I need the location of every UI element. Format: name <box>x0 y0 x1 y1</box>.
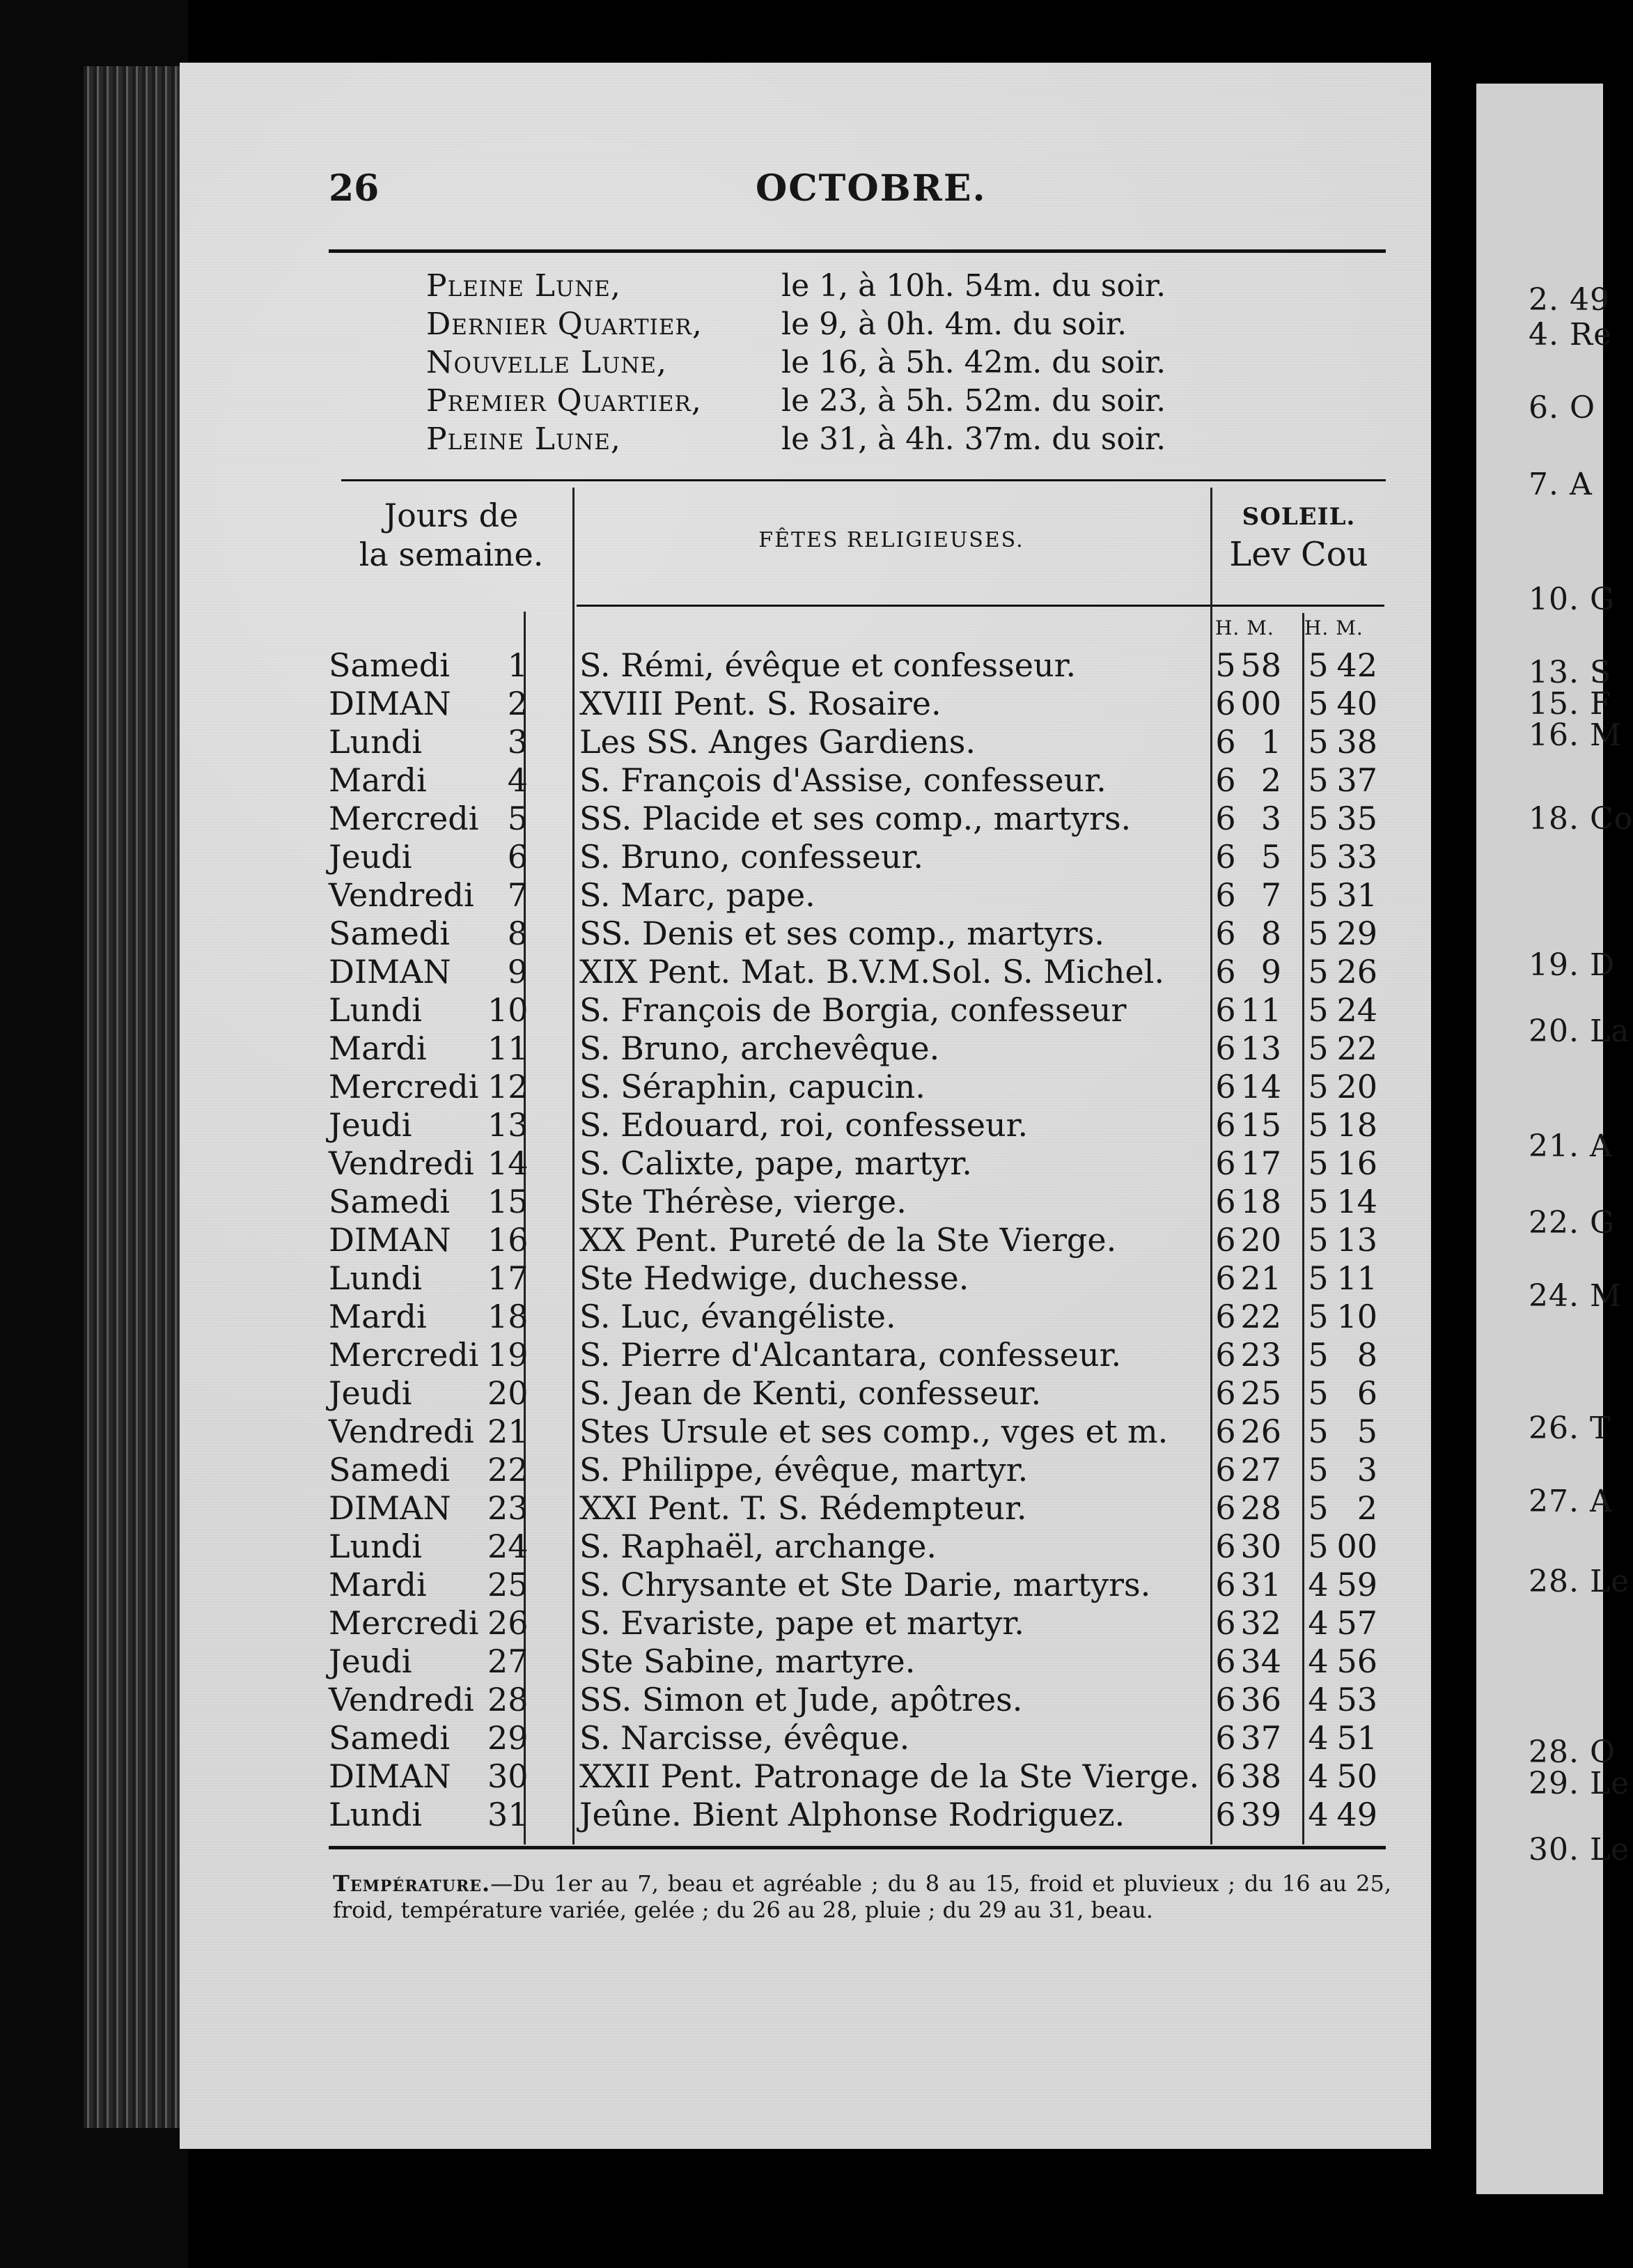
day-number: 23 <box>487 1489 529 1527</box>
sunset-minute: 14 <box>1336 1183 1377 1220</box>
sunset-minute: 22 <box>1336 1030 1377 1067</box>
header-jours <box>333 496 570 574</box>
day-name: Vendredi <box>329 1413 474 1450</box>
sunset-minute: 5 <box>1357 1413 1377 1450</box>
feast-text: Ste Sabine, martyre. <box>579 1642 916 1680</box>
feast-text: S. Calixte, pape, martyr. <box>579 1144 972 1182</box>
day-number: 30 <box>487 1757 529 1795</box>
sunrise-minute: 30 <box>1240 1528 1281 1565</box>
sunrise-hour: 6 <box>1215 1757 1236 1795</box>
feast-text: SS. Simon et Jude, apôtres. <box>579 1681 1023 1718</box>
sunrise-minute: 11 <box>1240 991 1281 1029</box>
sunrise-minute: 58 <box>1240 646 1281 684</box>
sunset-minute: 49 <box>1336 1796 1377 1833</box>
table-row <box>0 1489 1386 1528</box>
feast-text: S. Narcisse, évêque. <box>579 1719 910 1757</box>
month-title: OCTOBRE. <box>756 167 987 210</box>
feast-text: Ste Hedwige, duchesse. <box>579 1259 969 1297</box>
sunset-minute: 8 <box>1357 1336 1377 1374</box>
sunrise-minute: 21 <box>1240 1259 1281 1297</box>
facing-page-line: 21. A <box>1529 1128 1613 1164</box>
table-row <box>0 723 1386 761</box>
sunrise-hour: 6 <box>1215 1336 1236 1374</box>
day-number: 10 <box>487 991 529 1029</box>
table-row <box>0 1183 1386 1221</box>
facing-page-line: 30. Le <box>1529 1832 1630 1867</box>
feast-text: SS. Denis et ses comp., martyrs. <box>579 915 1104 952</box>
moon-phase-name: Pleine Lune, <box>426 268 621 304</box>
table-row <box>0 1374 1386 1413</box>
temperature-note <box>333 1870 1391 1923</box>
feast-text: XVIII Pent. S. Rosaire. <box>579 685 941 722</box>
sunrise-minute: 13 <box>1240 1030 1281 1067</box>
top-rule <box>329 249 1386 253</box>
day-name: Lundi <box>329 1528 422 1565</box>
day-name: Jeudi <box>329 838 412 876</box>
sunrise-minute: 2 <box>1260 761 1281 799</box>
sunrise-minute: 37 <box>1240 1719 1281 1757</box>
sunset-hour: 4 <box>1308 1757 1329 1795</box>
feast-text: Les SS. Anges Gardiens. <box>579 723 976 761</box>
day-number: 8 <box>507 915 528 952</box>
facing-page-line: 28. O <box>1529 1734 1616 1770</box>
table-row <box>0 1259 1386 1298</box>
sunrise-minute: 5 <box>1260 838 1281 876</box>
table-row <box>0 953 1386 991</box>
feast-text: Stes Ursule et ses comp., vges et m. <box>579 1413 1169 1450</box>
sunset-minute: 57 <box>1336 1604 1377 1642</box>
table-row <box>0 1106 1386 1144</box>
day-number: 22 <box>487 1451 529 1489</box>
sunrise-hour: 5 <box>1215 646 1236 684</box>
sunset-hour: 5 <box>1308 1106 1329 1144</box>
facing-page <box>1476 84 1633 2194</box>
day-name: Lundi <box>329 723 422 761</box>
sunset-minute: 00 <box>1336 1528 1377 1565</box>
day-number: 7 <box>507 876 528 914</box>
day-name: DIMAN <box>329 953 451 991</box>
day-name: DIMAN <box>329 685 451 722</box>
day-name: Vendredi <box>329 1144 474 1182</box>
sunrise-hour: 6 <box>1215 723 1236 761</box>
day-number: 5 <box>507 800 528 837</box>
moon-phase-detail: le 31, à 4h. 37m. du soir. <box>781 421 1166 457</box>
facing-page-line: 7. A <box>1529 467 1593 502</box>
table-row <box>0 1528 1386 1566</box>
facing-page-line: 27. A <box>1529 1484 1613 1519</box>
sunset-hour: 4 <box>1308 1719 1329 1757</box>
day-number: 29 <box>487 1719 529 1757</box>
table-row <box>0 1719 1386 1757</box>
table-row <box>0 1221 1386 1259</box>
table-row <box>0 1642 1386 1681</box>
facing-page-line: 22. G <box>1529 1205 1616 1241</box>
day-name: Mercredi <box>329 1336 479 1374</box>
day-number: 24 <box>487 1528 529 1565</box>
moon-phase-name: Nouvelle Lune, <box>426 345 667 380</box>
day-name: Mercredi <box>329 1604 479 1642</box>
sunrise-hour: 6 <box>1215 1528 1236 1565</box>
facing-page-line: 2. 49 <box>1529 282 1610 318</box>
hm-cou: H. M. <box>1304 616 1364 639</box>
sunrise-hour: 6 <box>1215 1413 1236 1450</box>
table-row <box>0 838 1386 876</box>
sunrise-hour: 6 <box>1215 761 1236 799</box>
sunrise-hour: 6 <box>1215 1106 1236 1144</box>
day-number: 17 <box>487 1259 529 1297</box>
sunrise-minute: 9 <box>1260 953 1281 991</box>
sunset-hour: 4 <box>1308 1642 1329 1680</box>
sunrise-hour: 6 <box>1215 876 1236 914</box>
moon-phase-detail: le 16, à 5h. 42m. du soir. <box>781 345 1166 380</box>
day-name: Samedi <box>329 1451 450 1489</box>
sunrise-minute: 26 <box>1240 1413 1281 1450</box>
table-row <box>0 646 1386 685</box>
table-row <box>0 876 1386 915</box>
hm-lev: H. M. <box>1215 616 1274 639</box>
feast-text: S. François de Borgia, confesseur <box>579 991 1127 1029</box>
feast-text: Jeûne. Bient Alphonse Rodriguez. <box>579 1796 1125 1833</box>
sunset-hour: 5 <box>1308 685 1329 722</box>
feast-text: S. Pierre d'Alcantara, confesseur. <box>579 1336 1122 1374</box>
sunrise-minute: 36 <box>1240 1681 1281 1718</box>
sunset-minute: 6 <box>1357 1374 1377 1412</box>
sunset-minute: 29 <box>1336 915 1377 952</box>
facing-page-line: 24. M <box>1529 1278 1623 1314</box>
feast-text: SS. Placide et ses comp., martyrs. <box>579 800 1132 837</box>
sunset-hour: 5 <box>1308 1298 1329 1335</box>
sunrise-minute: 7 <box>1260 876 1281 914</box>
sunrise-minute: 31 <box>1240 1566 1281 1603</box>
sunrise-hour: 6 <box>1215 1259 1236 1297</box>
sunset-hour: 5 <box>1308 1528 1329 1565</box>
table-row <box>0 1451 1386 1489</box>
sunrise-minute: 28 <box>1240 1489 1281 1527</box>
facing-page-line: 13. S <box>1529 655 1612 690</box>
sunrise-hour: 6 <box>1215 1719 1236 1757</box>
sunrise-minute: 20 <box>1240 1221 1281 1259</box>
sunrise-minute: 18 <box>1240 1183 1281 1220</box>
sunrise-minute: 39 <box>1240 1796 1281 1833</box>
sunset-minute: 40 <box>1336 685 1377 722</box>
moon-phase-name: Dernier Quartier, <box>426 306 703 342</box>
sunset-hour: 5 <box>1308 991 1329 1029</box>
day-number: 11 <box>487 1030 529 1067</box>
sunrise-hour: 6 <box>1215 1489 1236 1527</box>
sunset-minute: 18 <box>1336 1106 1377 1144</box>
sunrise-hour: 6 <box>1215 991 1236 1029</box>
table-row <box>0 1068 1386 1106</box>
sunset-hour: 5 <box>1308 1221 1329 1259</box>
temperature-label: Température. <box>333 1870 491 1897</box>
sunset-minute: 56 <box>1336 1642 1377 1680</box>
phases-rule <box>341 479 1386 481</box>
sunset-hour: 4 <box>1308 1796 1329 1833</box>
sunrise-minute: 38 <box>1240 1757 1281 1795</box>
day-number: 16 <box>487 1221 529 1259</box>
sunset-minute: 13 <box>1336 1221 1377 1259</box>
facing-page-line: 28. Le <box>1529 1564 1630 1599</box>
sunset-minute: 50 <box>1336 1757 1377 1795</box>
sunrise-minute: 8 <box>1260 915 1281 952</box>
sunrise-hour: 6 <box>1215 1221 1236 1259</box>
table-row <box>0 1796 1386 1834</box>
sunset-minute: 3 <box>1357 1451 1377 1489</box>
feast-text: S. François d'Assise, confesseur. <box>579 761 1107 799</box>
feast-text: XIX Pent. Mat. B.V.M.Sol. S. Michel. <box>579 953 1164 991</box>
moon-phase-detail: le 9, à 0h. 4m. du soir. <box>781 306 1127 342</box>
day-number: 31 <box>487 1796 529 1833</box>
facing-page-line: 10. G <box>1529 582 1616 617</box>
day-name: DIMAN <box>329 1757 451 1795</box>
sunset-minute: 33 <box>1336 838 1377 876</box>
sunset-hour: 5 <box>1308 1144 1329 1182</box>
sunrise-hour: 6 <box>1215 685 1236 722</box>
sunset-hour: 5 <box>1308 1336 1329 1374</box>
sunset-hour: 5 <box>1308 1413 1329 1450</box>
feast-text: S. Raphaël, archange. <box>579 1528 937 1565</box>
table-row <box>0 991 1386 1030</box>
sunrise-hour: 6 <box>1215 800 1236 837</box>
feast-text: S. Philippe, évêque, martyr. <box>579 1451 1029 1489</box>
sunrise-hour: 6 <box>1215 1642 1236 1680</box>
day-name: Jeudi <box>329 1374 412 1412</box>
table-row <box>0 685 1386 723</box>
day-name: DIMAN <box>329 1489 451 1527</box>
sunrise-hour: 6 <box>1215 1604 1236 1642</box>
sunset-hour: 4 <box>1308 1604 1329 1642</box>
header-soleil-cols: Lev Cou <box>1229 535 1368 574</box>
feast-text: S. Edouard, roi, confesseur. <box>579 1106 1029 1144</box>
sunset-minute: 26 <box>1336 953 1377 991</box>
day-name: Samedi <box>329 915 450 952</box>
day-number: 19 <box>487 1336 529 1374</box>
header-rule <box>577 605 1384 607</box>
day-name: Lundi <box>329 991 422 1029</box>
day-number: 3 <box>507 723 528 761</box>
sunset-hour: 5 <box>1308 800 1329 837</box>
day-name: Lundi <box>329 1259 422 1297</box>
sunrise-hour: 6 <box>1215 1681 1236 1718</box>
sunrise-minute: 22 <box>1240 1298 1281 1335</box>
table-row <box>0 1336 1386 1374</box>
sunrise-hour: 6 <box>1215 1566 1236 1603</box>
day-number: 4 <box>507 761 528 799</box>
sunset-minute: 35 <box>1336 800 1377 837</box>
day-number: 27 <box>487 1642 529 1680</box>
table-row <box>0 1757 1386 1796</box>
day-number: 25 <box>487 1566 529 1603</box>
feast-text: XXII Pent. Patronage de la Ste Vierge. <box>579 1757 1200 1795</box>
sunset-minute: 16 <box>1336 1144 1377 1182</box>
day-name: Jeudi <box>329 1642 412 1680</box>
sunrise-minute: 17 <box>1240 1144 1281 1182</box>
facing-page-line: 16. M <box>1529 717 1623 753</box>
sunset-hour: 5 <box>1308 915 1329 952</box>
facing-page-line: 26. T <box>1529 1411 1611 1446</box>
feast-text: S. Chrysante et Ste Darie, martyrs. <box>579 1566 1151 1603</box>
sunrise-minute: 15 <box>1240 1106 1281 1144</box>
sunset-minute: 31 <box>1336 876 1377 914</box>
feast-text: S. Bruno, confesseur. <box>579 838 924 876</box>
feast-text: S. Evariste, pape et martyr. <box>579 1604 1024 1642</box>
sunrise-hour: 6 <box>1215 953 1236 991</box>
sunset-minute: 38 <box>1336 723 1377 761</box>
table-row <box>0 1566 1386 1604</box>
table-row <box>0 1604 1386 1642</box>
day-number: 12 <box>487 1068 529 1105</box>
sunset-hour: 5 <box>1308 953 1329 991</box>
feast-text: S. Jean de Kenti, confesseur. <box>579 1374 1042 1412</box>
feast-text: XXI Pent. T. S. Rédempteur. <box>579 1489 1027 1527</box>
sunrise-minute: 1 <box>1260 723 1281 761</box>
day-name: Lundi <box>329 1796 422 1833</box>
day-name: Vendredi <box>329 1681 474 1718</box>
sunrise-hour: 6 <box>1215 1183 1236 1220</box>
table-row <box>0 761 1386 800</box>
day-number: 20 <box>487 1374 529 1412</box>
sunset-minute: 37 <box>1336 761 1377 799</box>
feast-text: Ste Thérèse, vierge. <box>579 1183 907 1220</box>
facing-page-line: 4. Re <box>1529 317 1613 352</box>
sunset-hour: 5 <box>1308 838 1329 876</box>
table-row <box>0 1413 1386 1451</box>
sunrise-hour: 6 <box>1215 1144 1236 1182</box>
facing-page-line: 20. La <box>1529 1013 1630 1049</box>
day-number: 14 <box>487 1144 529 1182</box>
sunset-hour: 5 <box>1308 1451 1329 1489</box>
day-number: 15 <box>487 1183 529 1220</box>
sunset-hour: 5 <box>1308 1374 1329 1412</box>
sunrise-minute: 34 <box>1240 1642 1281 1680</box>
day-name: Mardi <box>329 1298 427 1335</box>
sunrise-hour: 6 <box>1215 1030 1236 1067</box>
sunset-minute: 20 <box>1336 1068 1377 1105</box>
sunset-hour: 5 <box>1308 1068 1329 1105</box>
table-row <box>0 1030 1386 1068</box>
sunrise-minute: 27 <box>1240 1451 1281 1489</box>
sunrise-hour: 6 <box>1215 1374 1236 1412</box>
table-row <box>0 915 1386 953</box>
table-row <box>0 1144 1386 1183</box>
feast-text: XX Pent. Pureté de la Ste Vierge. <box>579 1221 1117 1259</box>
temperature-text: —Du 1er au 7, beau et agréable ; du 8 au 15, froid et pluvieux ; du 16 au 25, froid, température variée, gelée ; du 26 au 28, pluie ; du 29 au 31, beau. <box>333 1870 1391 1923</box>
header-fetes: FÊTES RELIGIEUSES. <box>758 528 1024 552</box>
day-name: Mardi <box>329 1566 427 1603</box>
sunset-minute: 2 <box>1357 1489 1377 1527</box>
day-number: 13 <box>487 1106 529 1144</box>
day-name: DIMAN <box>329 1221 451 1259</box>
sunrise-hour: 6 <box>1215 915 1236 952</box>
page-number: 26 <box>329 167 380 210</box>
feast-text: S. Rémi, évêque et confesseur. <box>579 646 1077 684</box>
day-number: 1 <box>507 646 528 684</box>
sunset-hour: 5 <box>1308 1489 1329 1527</box>
sunset-minute: 53 <box>1336 1681 1377 1718</box>
sunset-minute: 24 <box>1336 991 1377 1029</box>
sunset-hour: 4 <box>1308 1566 1329 1603</box>
sunset-minute: 11 <box>1336 1259 1377 1297</box>
sunset-minute: 59 <box>1336 1566 1377 1603</box>
moon-phase-detail: le 23, à 5h. 52m. du soir. <box>781 383 1166 419</box>
sunrise-minute: 23 <box>1240 1336 1281 1374</box>
sunset-minute: 10 <box>1336 1298 1377 1335</box>
feast-text: S. Bruno, archevêque. <box>579 1030 940 1067</box>
sunrise-minute: 14 <box>1240 1068 1281 1105</box>
header-jours-line1: Jours de <box>384 497 519 534</box>
sunset-hour: 5 <box>1308 1259 1329 1297</box>
sunrise-hour: 6 <box>1215 1298 1236 1335</box>
day-name: Mercredi <box>329 800 479 837</box>
feast-text: S. Séraphin, capucin. <box>579 1068 925 1105</box>
header-jours-line2: la semaine. <box>359 536 544 573</box>
moon-phase-detail: le 1, à 10h. 54m. du soir. <box>781 268 1166 304</box>
day-number: 28 <box>487 1681 529 1718</box>
facing-page-line: 29. Le <box>1529 1766 1630 1801</box>
sunset-hour: 5 <box>1308 876 1329 914</box>
day-number: 18 <box>487 1298 529 1335</box>
facing-page-line: 18. Co <box>1529 801 1633 837</box>
sunset-hour: 5 <box>1308 761 1329 799</box>
sunset-hour: 5 <box>1308 646 1329 684</box>
day-number: 6 <box>507 838 528 876</box>
sunset-hour: 5 <box>1308 1183 1329 1220</box>
sunrise-hour: 6 <box>1215 1451 1236 1489</box>
table-row <box>0 800 1386 838</box>
feast-text: S. Marc, pape. <box>579 876 815 914</box>
sunrise-minute: 3 <box>1260 800 1281 837</box>
facing-page-line: 6. O <box>1529 390 1596 426</box>
day-name: Vendredi <box>329 876 474 914</box>
day-name: Mardi <box>329 1030 427 1067</box>
day-number: 21 <box>487 1413 529 1450</box>
sunrise-hour: 6 <box>1215 1796 1236 1833</box>
sunrise-minute: 25 <box>1240 1374 1281 1412</box>
table-row <box>0 1298 1386 1336</box>
moon-phase-name: Premier Quartier, <box>426 383 702 419</box>
sunset-hour: 4 <box>1308 1681 1329 1718</box>
day-name: Samedi <box>329 646 450 684</box>
day-name: Mardi <box>329 761 427 799</box>
bottom-rule <box>329 1846 1386 1849</box>
sunrise-minute: 00 <box>1240 685 1281 722</box>
sunrise-minute: 32 <box>1240 1604 1281 1642</box>
table-row <box>0 1681 1386 1719</box>
day-number: 26 <box>487 1604 529 1642</box>
day-number: 9 <box>507 953 528 991</box>
day-name: Samedi <box>329 1719 450 1757</box>
sunset-minute: 51 <box>1336 1719 1377 1757</box>
day-name: Mercredi <box>329 1068 479 1105</box>
moon-phase-name: Pleine Lune, <box>426 421 621 457</box>
facing-page-line: 19. D <box>1529 947 1616 983</box>
sunrise-hour: 6 <box>1215 1068 1236 1105</box>
header-soleil: SOLEIL. <box>1242 503 1356 531</box>
day-number: 2 <box>507 685 528 722</box>
sunset-minute: 42 <box>1336 646 1377 684</box>
sunset-hour: 5 <box>1308 1030 1329 1067</box>
feast-text: S. Luc, évangéliste. <box>579 1298 896 1335</box>
facing-page-line: 15. F <box>1529 686 1612 722</box>
day-name: Jeudi <box>329 1106 412 1144</box>
sunset-hour: 5 <box>1308 723 1329 761</box>
sunrise-hour: 6 <box>1215 838 1236 876</box>
day-name: Samedi <box>329 1183 450 1220</box>
